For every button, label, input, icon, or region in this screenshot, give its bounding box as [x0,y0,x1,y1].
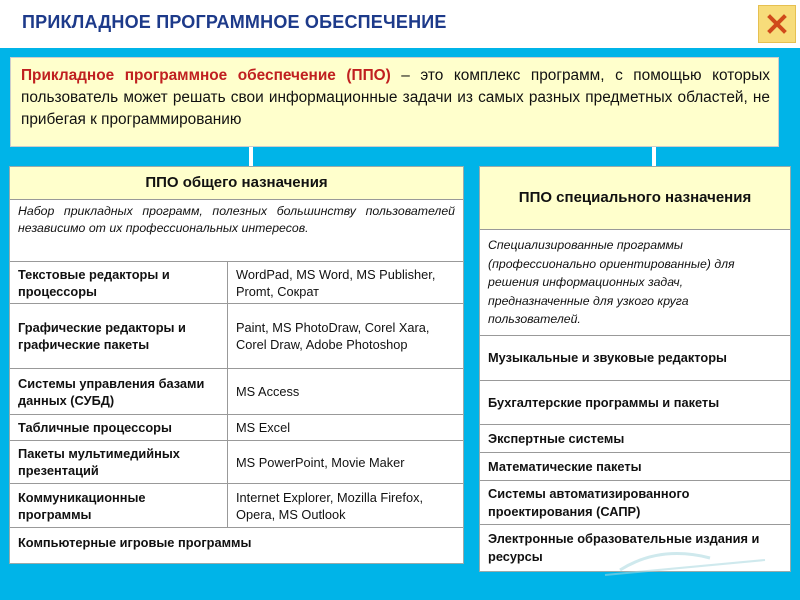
list-item: Музыкальные и звуковые редакторы [480,336,790,381]
close-icon [766,13,788,35]
list-item: Бухгалтерские программы и пакеты [480,381,790,425]
table-row [10,441,463,484]
examples-cell: Paint, MS PhotoDraw, Corel Xara, Corel Draw, Adobe Photoshop [236,320,430,352]
close-button[interactable] [758,5,796,43]
list-item: Экспертные системы [480,425,790,453]
table-row [10,304,463,369]
examples-cell: WordPad, MS Word, MS Publisher, Promt, Сократ [236,266,436,299]
table-row [10,415,463,441]
category-cell: Компьютерные игровые программы [18,534,252,550]
connector-left [249,147,253,166]
special-panel-header: ППО специального назначения [480,167,790,230]
list-item: Системы автоматизированного проектирования (САПР) [480,481,790,525]
category-cell: Пакеты мультимедийных презентаций [10,441,228,483]
category-cell: Графические редакторы и графические пакеты [10,304,228,368]
table-row [10,262,463,304]
category-cell: Коммуникационные программы [10,484,228,527]
category-cell: Табличные процессоры [10,415,228,440]
general-panel-header: ППО общего назначения [10,167,463,200]
special-panel-description: Специализированные программы (профессионально ориентированные) для решения информационных задач, предназначенные для узкого круга пользователей. [480,230,790,336]
examples-cell: MS Excel [236,420,291,435]
definition-term: Прикладное программное обеспечение (ППО) [21,67,391,84]
list-item: Электронные образовательные издания и ресурсы [488,530,760,564]
table-row [10,369,463,415]
category-cell: Системы управления базами данных (СУБД) [10,369,228,414]
general-panel-description: Набор прикладных программ, полезных большинству пользователей независимо от их профессиональных интересов. [10,200,463,262]
list-item: Математические пакеты [480,453,790,481]
category-cell: Текстовые редакторы и процессоры [10,262,228,303]
connector-right [652,147,656,166]
table-row [10,528,463,556]
special-purpose-panel [479,166,791,572]
page-title: ПРИКЛАДНОЕ ПРОГРАММНОЕ ОБЕСПЕЧЕНИЕ [22,12,447,32]
title-bar [0,0,800,48]
table-row [10,484,463,528]
definition-box [10,57,779,147]
examples-cell: MS PowerPoint, Movie Maker [236,454,405,470]
definition-text: – это комплекс программ, с помощью которых пользователь может решать свои информационные задачи из самых разных предметных областей, не прибегая к программированию [21,67,770,128]
general-purpose-panel [9,166,464,564]
examples-cell: MS Access [236,384,300,399]
examples-cell: Internet Explorer, Mozilla Firefox, Opera, MS Outlook [236,489,424,522]
